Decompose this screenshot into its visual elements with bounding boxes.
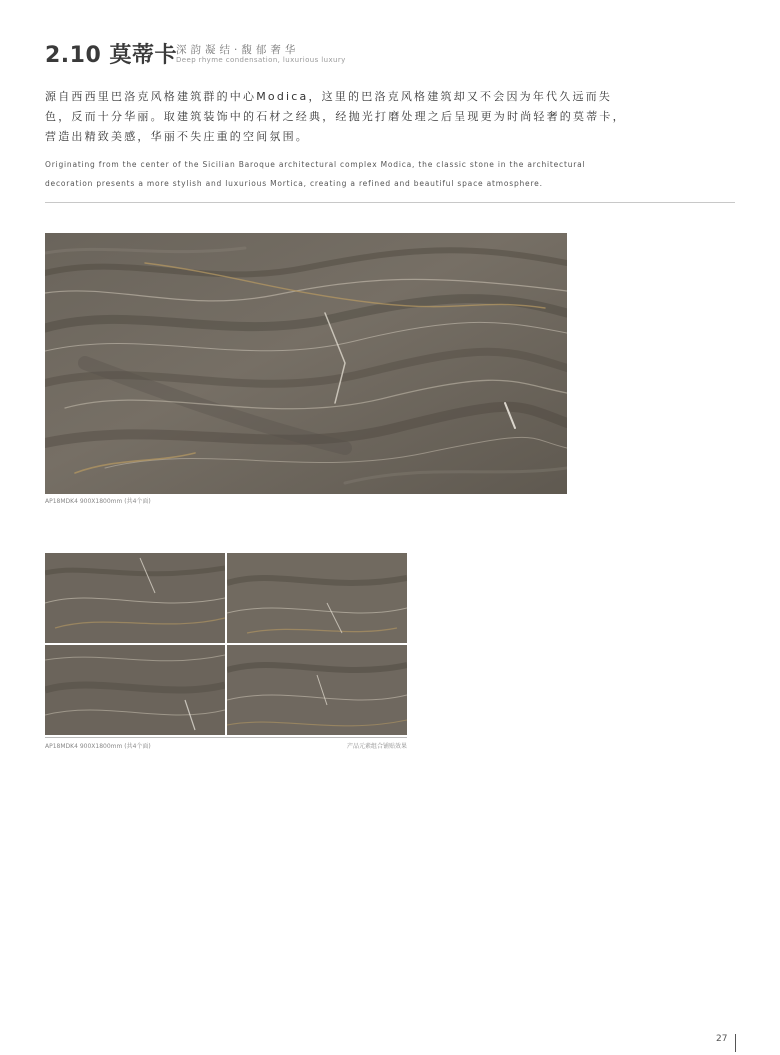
intro-cn-line: 色，反而十分华丽。取建筑装饰中的石材之经典，经抛光打磨处理之后呈现更为时尚轻奢的莫蒂卡， [45, 110, 626, 123]
intro-en-line: Originating from the center of the Sicilian Baroque architectural complex Modica, the classic stone in the architectural [45, 160, 586, 169]
marble-tile-4 [227, 645, 407, 735]
intro-cn-line: 源自西西里巴洛克风格建筑群的中心Modica，这里的巴洛克风格建筑却又不会因为年代久远而失 [45, 90, 613, 103]
page-number-bar [735, 1034, 736, 1052]
marble-tile-3 [45, 645, 225, 735]
main-slab-caption: AP18MDK4 900X1800mm (共4个面) [45, 498, 151, 505]
marble-tile-1 [45, 553, 225, 643]
effect-caption: 产品元素组合铺贴效果 [346, 743, 407, 750]
page-number: 27 [716, 1034, 728, 1044]
intro-en-line: decoration presents a more stylish and luxurious Mortica, creating a refined and beautiful space atmosphere. [45, 179, 543, 188]
section-subtitle-en: Deep rhyme condensation, luxurious luxury [176, 56, 346, 64]
marble-slab-image [45, 233, 567, 494]
intro-text-cn [45, 87, 626, 147]
section-divider [45, 202, 735, 203]
grid-caption: AP18MDK4 900X1800mm (共4个面) [45, 743, 151, 750]
marble-tile-2 [227, 553, 407, 643]
section-subtitle-cn: 深韵凝结·馥郁奢华 [176, 44, 300, 56]
intro-text-en [45, 155, 605, 193]
tile-layout-grid [45, 553, 407, 735]
grid-divider [45, 737, 407, 738]
intro-cn-line: 营造出精致美感，华丽不失庄重的空间氛围。 [45, 130, 309, 143]
section-title: 2.10 莫蒂卡 [45, 43, 177, 68]
